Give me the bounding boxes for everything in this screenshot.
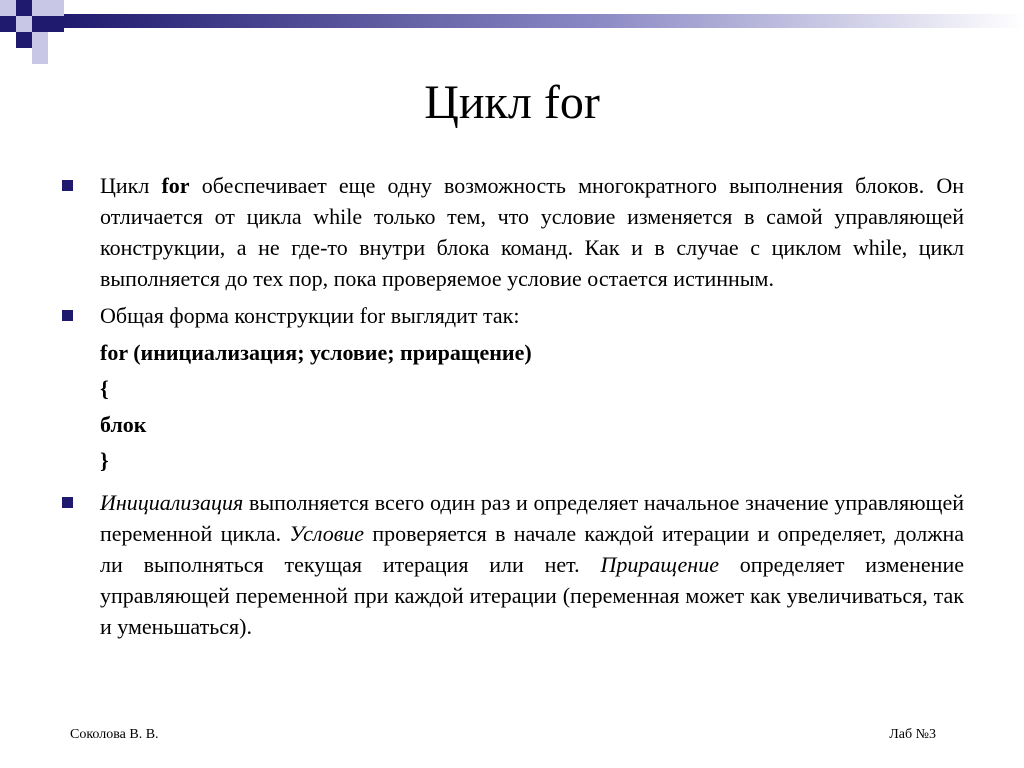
- code-line-3: блок: [100, 412, 147, 437]
- code-line-4: }: [100, 448, 109, 473]
- bullet-square-icon: [62, 497, 73, 508]
- bullet-text-1: Цикл for обеспечивает еще одну возможность многократного выполнения блоков. Он отличается от цикла while только тем, что условие изменяется в самой управляющей конструкции, а не где-то внутри блока команд. Как и в случае с циклом while, цикл выполняется до тех пор, пока проверяемое условие остается истинным.: [100, 173, 965, 291]
- slide-content: [62, 170, 964, 642]
- footer-lab: Лаб №3: [889, 727, 936, 742]
- header-decoration: [0, 0, 1024, 64]
- slide-title: Цикл for: [424, 76, 600, 129]
- bullet-text-3: Инициализация выполняется всего один раз и определяет начальное значение управляющей переменной цикла. Условие проверяется в начале каждой итерации и определяет, должна ли выполняться текущая итерация или нет. Приращение определяет изменение управляющей переменной при каждой итерации (переменная может как увеличиваться, так и уменьшаться).: [100, 490, 964, 639]
- bullet-item-1: [62, 170, 964, 294]
- bullet-text-2: Общая форма конструкции for выглядит так:: [100, 303, 520, 328]
- term-condition: Условие: [289, 521, 365, 546]
- bullet-item-3: [62, 487, 964, 642]
- bullet-square-icon: [62, 180, 73, 191]
- footer-author: Соколова В. В.: [70, 727, 159, 742]
- term-increment: Приращение: [600, 552, 719, 577]
- bullet-square-icon: [62, 310, 73, 321]
- bullet-item-2: [62, 300, 964, 331]
- code-line-1: for (инициализация; условие; приращение): [100, 340, 532, 365]
- code-line-2: {: [100, 376, 109, 401]
- keyword-for: for: [161, 173, 190, 198]
- term-initialization: Инициализация: [100, 490, 244, 515]
